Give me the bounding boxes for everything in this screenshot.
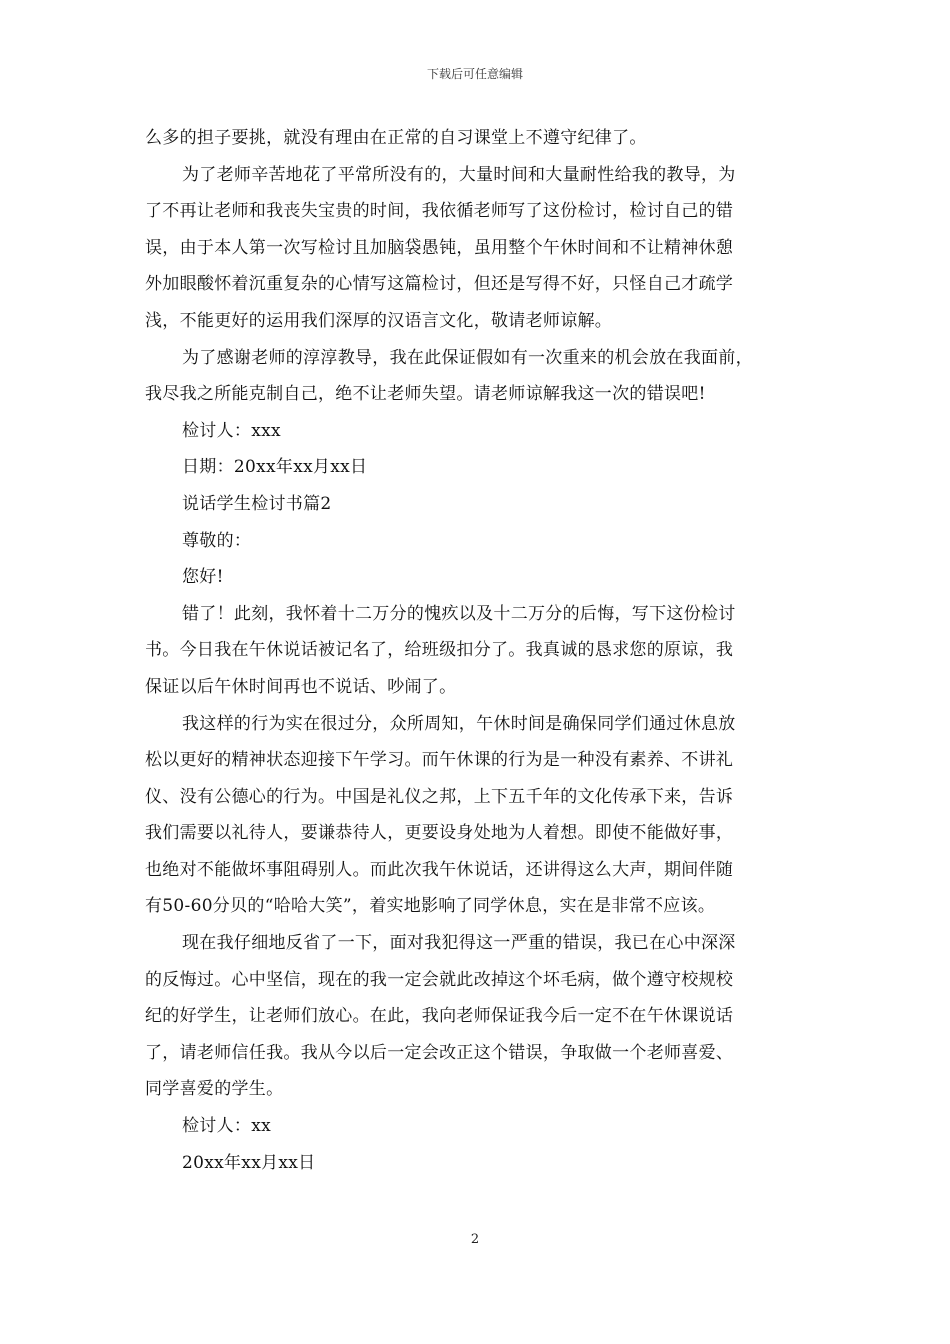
text-line: 松以更好的精神状态迎接下午学习。而午休课的行为是一种没有素养、不讲礼 bbox=[145, 750, 734, 771]
text-line: 保证以后午休时间再也不说话、吵闹了。 bbox=[145, 676, 457, 697]
text-line: 书。今日我在午休说话被记名了，给班级扣分了。我真诚的恳求您的原谅，我 bbox=[145, 640, 734, 661]
text-line: 的反悔过。心中坚信，现在的我一定会就此改掉这个坏毛病，做个遵守校规校 bbox=[145, 969, 734, 990]
text-line: 错了！此刻，我怀着十二万分的愧疚以及十二万分的后悔，写下这份检讨 bbox=[182, 603, 736, 624]
text-line: 为了感谢老师的淳淳教导，我在此保证假如有一次重来的机会放在我面前， bbox=[182, 347, 753, 368]
text-line: 也绝对不能做坏事阻碍别人。而此次我午休说话，还讲得这么大声，期间伴随 bbox=[145, 859, 734, 880]
text-line: 同学喜爱的学生。 bbox=[145, 1079, 284, 1100]
text-line: 我尽我之所能克制自己，绝不让老师失望。请老师谅解我这一次的错误吧! bbox=[145, 384, 706, 405]
text-line: 日期：20xx年xx月xx日 bbox=[182, 457, 368, 478]
text-line: 为了老师辛苦地花了平常所没有的，大量时间和大量耐性给我的教导，为 bbox=[182, 164, 736, 185]
text-line: 尊敬的： bbox=[182, 530, 252, 551]
text-line: 现在我仔细地反省了一下，面对我犯得这一严重的错误，我已在心中深深 bbox=[182, 933, 736, 954]
text-line: 20xx年xx月xx日 bbox=[182, 1152, 316, 1173]
text-line: 了，请老师信任我。我从今以后一定会改正这个错误，争取做一个老师喜爱、 bbox=[145, 1042, 734, 1063]
text-line: 么多的担子要挑，就没有理由在正常的自习课堂上不遵守纪律了。 bbox=[145, 128, 647, 148]
text-line: 我们需要以礼待人，要谦恭待人，更要设身处地为人着想。即使不能做好事， bbox=[145, 823, 734, 844]
text-line: 说话学生检讨书篇2 bbox=[182, 493, 332, 514]
text-line: 了不再让老师和我丧失宝贵的时间，我依循老师写了这份检讨，检讨自己的错 bbox=[145, 201, 734, 222]
text-line: 我这样的行为实在很过分，众所周知，午休时间是确保同学们通过休息放 bbox=[182, 713, 736, 734]
text-line: 外加眼酸怀着沉重复杂的心情写这篇检讨，但还是写得不好，只怪自己才疏学 bbox=[145, 274, 734, 295]
page-header: 下载后可任意编辑 bbox=[426, 67, 523, 81]
text-line: 您好! bbox=[182, 567, 224, 588]
text-line: 检讨人：xxx bbox=[182, 420, 281, 441]
text-line: 纪的好学生，让老师们放心。在此，我向老师保证我今后一定不在午休课说话 bbox=[145, 1006, 734, 1027]
text-line: 浅，不能更好的运用我们深厚的汉语言文化，敬请老师谅解。 bbox=[145, 310, 613, 331]
document-body bbox=[145, 120, 813, 1181]
text-line: 仪、没有公德心的行为。中国是礼仪之邦，上下五千年的文化传承下来，告诉 bbox=[145, 786, 734, 807]
text-line: 检讨人：xx bbox=[182, 1116, 271, 1137]
page-number: 2 bbox=[470, 1232, 480, 1247]
text-line: 有50-60分贝的“哈哈大笑”，着实地影响了同学休息，实在是非常不应该。 bbox=[145, 896, 716, 917]
text-line: 误，由于本人第一次写检讨且加脑袋愚钝，虽用整个午休时间和不让精神休憩 bbox=[145, 237, 734, 258]
